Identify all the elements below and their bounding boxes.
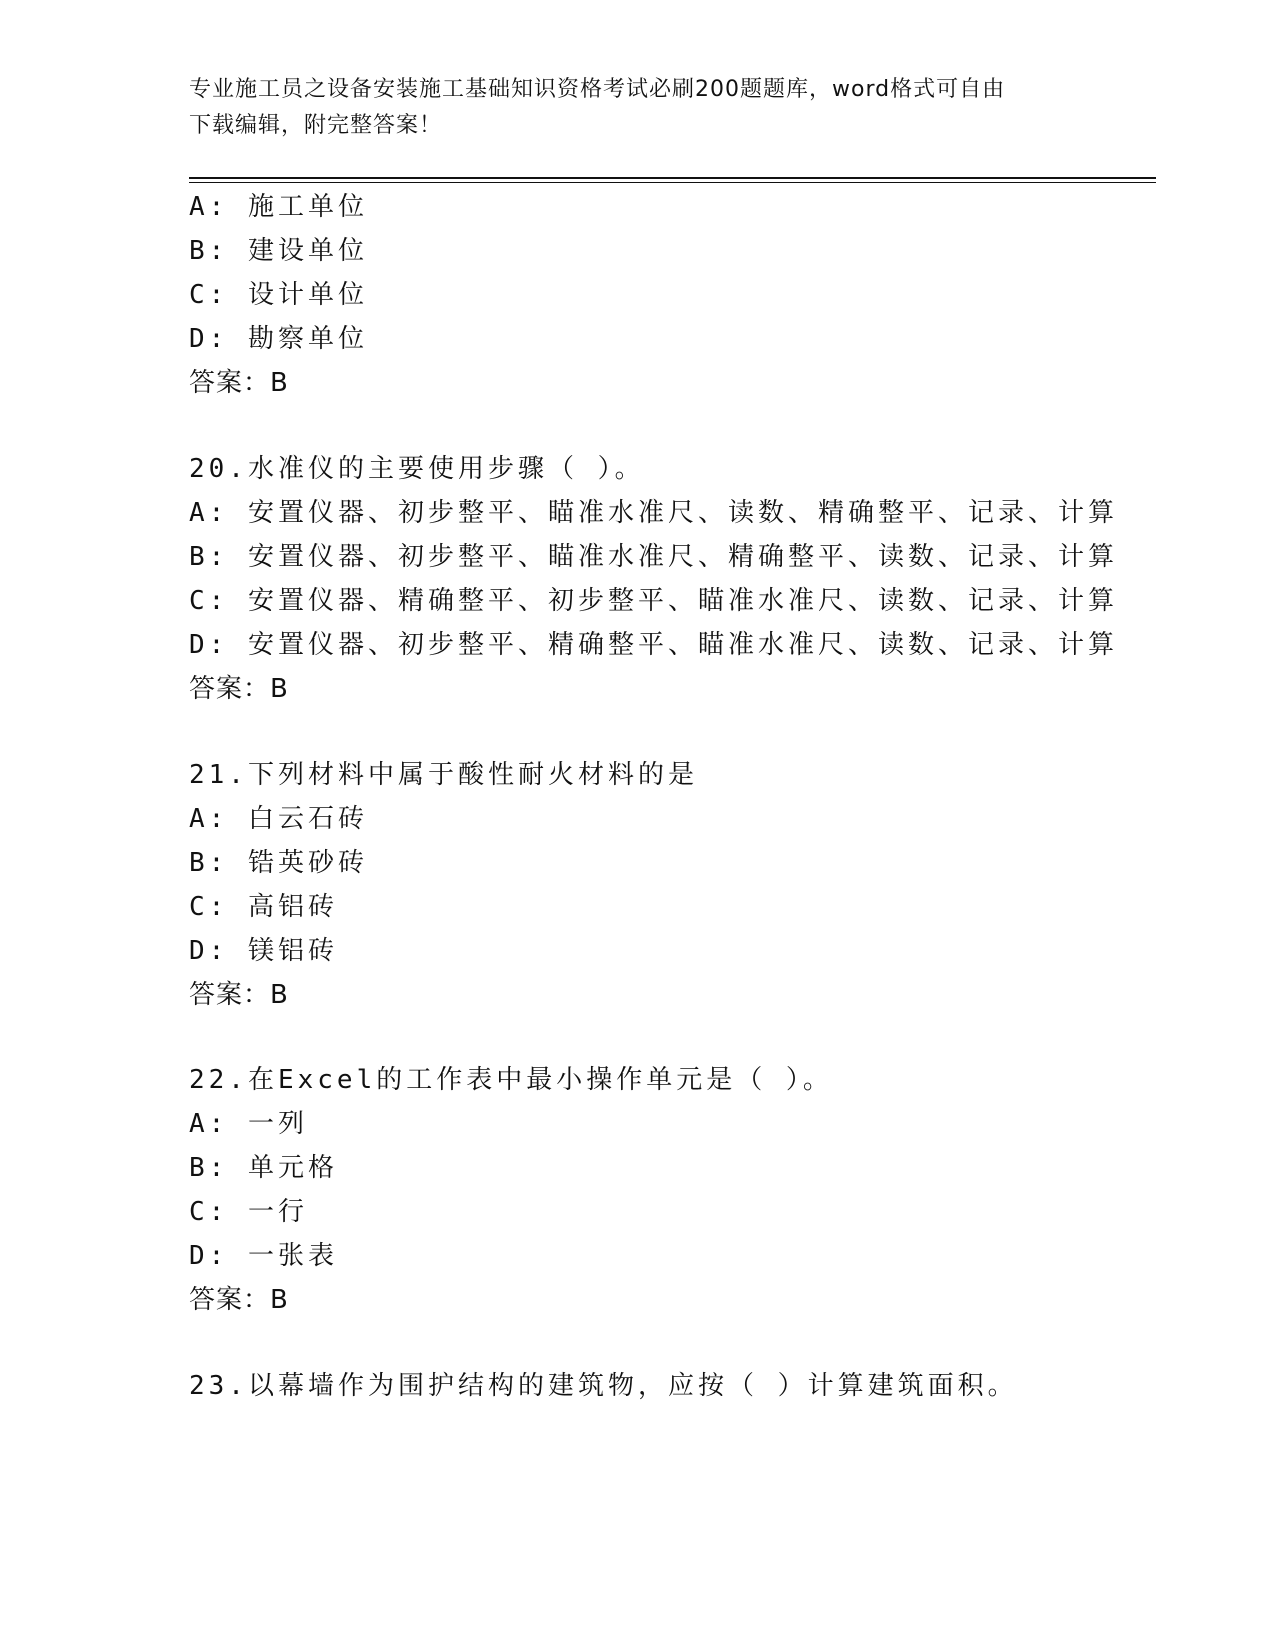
option-b: B: 锆英砂砖 — [189, 848, 368, 878]
option-a: A: 一列 — [189, 1109, 308, 1139]
option-d: D: 安置仪器、初步整平、精确整平、瞄准水准尺、读数、记录、计算 — [189, 630, 1118, 660]
option-c: C: 设计单位 — [189, 280, 368, 310]
option-c: C: 高铝砖 — [189, 892, 338, 922]
option-d: D: 勘察单位 — [189, 324, 368, 354]
option-b: B: 单元格 — [189, 1153, 338, 1183]
question-text: 20.水准仪的主要使用步骤（ ）。 — [189, 454, 645, 484]
header-line-2: 下载编辑，附完整答案！ — [189, 113, 443, 138]
option-d: D: 一张表 — [189, 1241, 338, 1271]
answer-line: 答案：B — [189, 674, 289, 704]
option-a: A: 白云石砖 — [189, 804, 368, 834]
option-a: A: 施工单位 — [189, 192, 368, 222]
answer-line: 答案：B — [189, 1285, 289, 1315]
option-c: C: 安置仪器、精确整平、初步整平、瞄准水准尺、读数、记录、计算 — [189, 586, 1118, 616]
option-d: D: 镁铝砖 — [189, 936, 338, 966]
answer-line: 答案：B — [189, 368, 289, 398]
option-b: B: 建设单位 — [189, 236, 368, 266]
option-b: B: 安置仪器、初步整平、瞄准水准尺、精确整平、读数、记录、计算 — [189, 542, 1118, 572]
question-text: 22.在Excel的工作表中最小操作单元是（ ）。 — [189, 1065, 833, 1095]
option-a: A: 安置仪器、初步整平、瞄准水准尺、读数、精确整平、记录、计算 — [189, 498, 1118, 528]
document-header — [189, 72, 1079, 144]
header-line-1: 专业施工员之设备安装施工基础知识资格考试必刷200题题库，word格式可自由 — [189, 77, 1006, 102]
question-text: 21.下列材料中属于酸性耐火材料的是 — [189, 760, 698, 790]
header-divider-thick — [189, 177, 1156, 179]
answer-line: 答案：B — [189, 980, 289, 1010]
header-divider-thin — [189, 182, 1156, 183]
option-c: C: 一行 — [189, 1197, 308, 1227]
question-text: 23.以幕墙作为围护结构的建筑物，应按（ ）计算建筑面积。 — [189, 1371, 1018, 1401]
